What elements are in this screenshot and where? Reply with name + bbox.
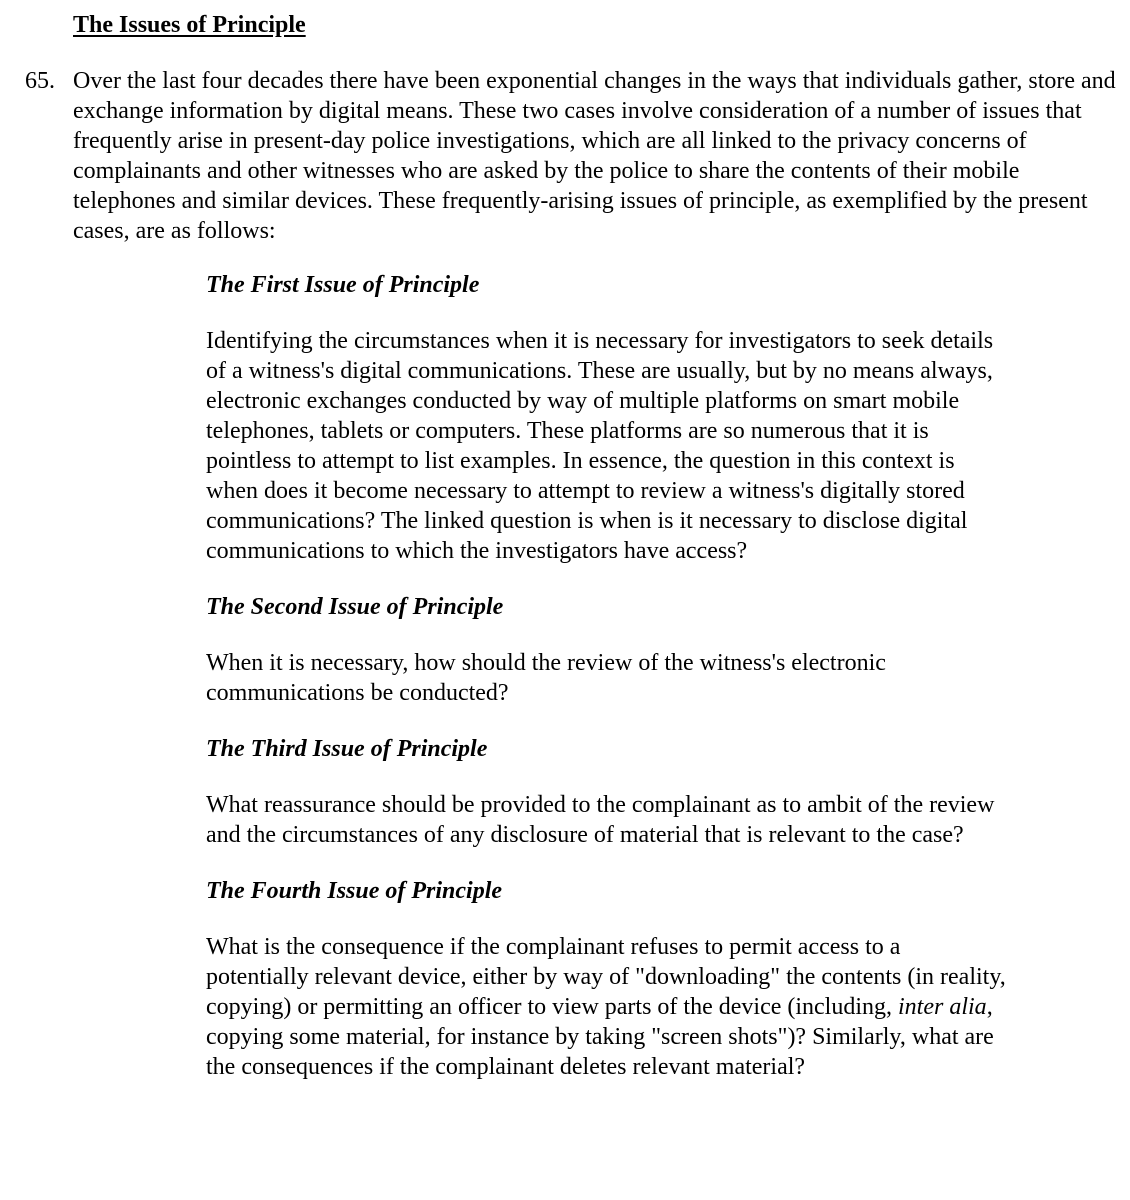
issue-fourth [206, 876, 1006, 1082]
issue-body-start: What is the consequence if the complainant refuses to permit access to a potentially relevant device, either by way of "downloading" the contents (in reality, copying) or permitting an officer to view parts of the device (including, [206, 934, 1006, 1020]
issue-second [206, 592, 1006, 708]
issue-third [206, 734, 1006, 850]
issue-heading: The Second Issue of Principle [206, 594, 504, 620]
issue-heading: The Fourth Issue of Principle [206, 878, 503, 904]
issue-body: What reassurance should be provided to the complainant as to ambit of the review and the circumstances of any disclosure of material that is relevant to the case? [206, 792, 995, 848]
paragraph-text: Over the last four decades there have been exponential changes in the ways that individuals gather, store and exchange information by digital means. These two cases involve consideration of a number of issues that frequently arise in present-day police investigations, which are all linked to the privacy concerns of complainants and other witnesses who are asked by the police to share the contents of their mobile telephones and similar devices. These frequently-arising issues of principle, as exemplified by the present cases, are as follows: [73, 68, 1116, 244]
issues-list [206, 270, 1006, 1108]
issue-body: Identifying the circumstances when it is necessary for investigators to seek details of a witness's digital communications. These are usually, but by no means always, electronic exchanges conducted by way of multiple platforms on smart mobile telephones, tablets or computers. These platforms are so numerous that it is pointless to attempt to list examples. In essence, the question in this context is when does it become necessary to attempt to review a witness's digitally stored communications? The linked question is when is it necessary to disclose digital communications to which the investigators have access? [206, 328, 994, 564]
issue-body-end: , copying some material, for instance by taking "screen shots")? Similarly, what are the consequences if the complainant deletes relevant material? [206, 994, 994, 1080]
latin-term: inter alia [898, 994, 987, 1020]
section-title: The Issues of Principle [73, 12, 306, 38]
paragraph-65 [25, 66, 1123, 246]
issue-heading: The First Issue of Principle [206, 272, 480, 298]
paragraph-number: 65. [25, 68, 55, 94]
issue-body: When it is necessary, how should the review of the witness's electronic communications be conducted? [206, 650, 886, 706]
issue-heading: The Third Issue of Principle [206, 736, 488, 762]
issue-first [206, 270, 1006, 566]
issue-body [206, 932, 1006, 1082]
